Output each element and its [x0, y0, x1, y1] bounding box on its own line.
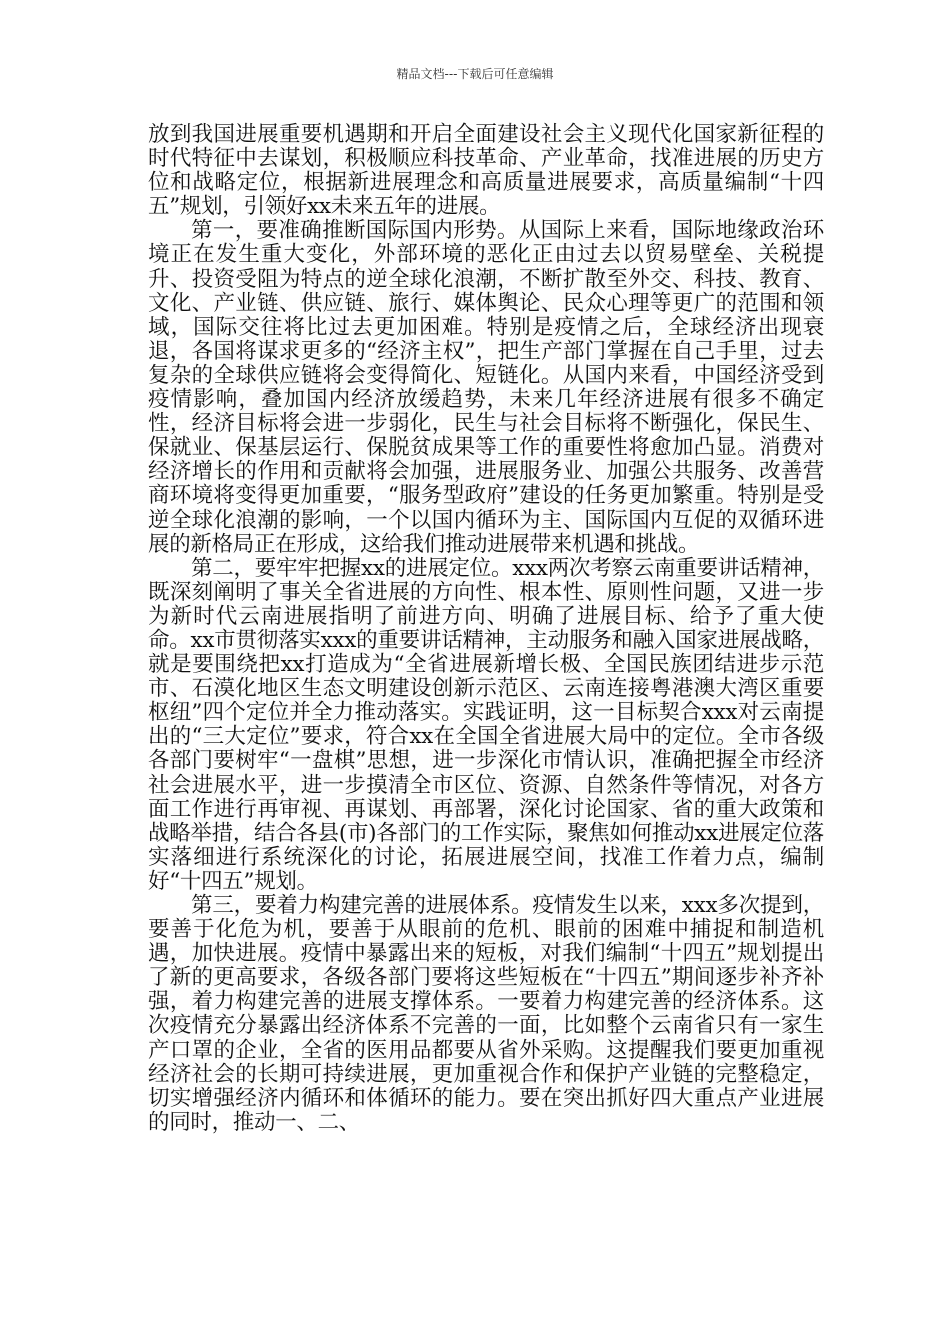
document-body [148, 123, 824, 1135]
paragraph-intro: 放到我国进展重要机遇期和开启全面建设社会主义现代化国家新征程的时代特征中去谋划，积极顺应科技革命、产业革命，找准进展的历史方位和战略定位，根据新进展理念和高质量进展要求，高质量编制“十四五”规划，引领好xx未来五年的进展。 [148, 122, 824, 220]
page-header: 精品文档---下载后可任意编辑 [396, 67, 554, 81]
paragraph-first-point: 第一，要准确推断国际国内形势。从国际上来看，国际地缘政治环境正在发生重大变化，外部环境的恶化正由过去以贸易壁垒、关税提升、投资受阻为特点的逆全球化浪潮，不断扩散至外交、科技、教育、文化、产业链、供应链、旅行、媒体舆论、民众心理等更广的范围和领域，国际交往将比过去更加困难。特别是疫情之后，全球经济出现衰退，各国将谋求更多的“经济主权”，把生产部门掌握在自己手里，过去复杂的全球供应链将会变得简化、短链化。从国内来看，中国经济受到疫情影响，叠加国内经济放缓趋势，未来几年经济进展有很多不确定性，经济目标将会进一步弱化，民生与社会目标将不断强化，保民生、保就业、保基层运行、保脱贫成果等工作的重要性将愈加凸显。消费对经济增长的作用和贡献将会加强，进展服务业、加强公共服务、改善营商环境将变得更加重要，“服务型政府”建设的任务更加繁重。特别是受逆全球化浪潮的影响，一个以国内循环为主、国际国内互促的双循环进展的新格局正在形成，这给我们推动进展带来机遇和挑战。 [148, 218, 824, 557]
paragraph-third-point: 第三，要着力构建完善的进展体系。疫情发生以来，xxx多次提到，要善于化危为机，要善于从眼前的危机、眼前的困难中捕捉和制造机遇，加快进展。疫情中暴露出来的短板，对我们编制“十四五”规划提出了新的更高要求，各级各部门要将这些短板在“十四五”期间逐步补齐补强，着力构建完善的进展支撑体系。一要着力构建完善的经济体系。这次疫情充分暴露出经济体系不完善的一面，比如整个云南省只有一家生产口罩的企业，全省的医用品都要从省外采购。这提醒我们要更加重视经济社会的长期可持续进展，更加重视合作和保护产业链的完整稳定，切实增强经济内循环和体循环的能力。要在突出抓好四大重点产业进展的同时，推动一、二、 [148, 893, 824, 1135]
paragraph-second-point: 第二，要牢牢把握xx的进展定位。xxx两次考察云南重要讲话精神，既深刻阐明了事关全省进展的方向性、根本性、原则性问题，又进一步为新时代云南进展指明了前进方向、明确了进展目标、给予了重大使命。xx市贯彻落实xxx的重要讲话精神，主动服务和融入国家进展战略，就是要围绕把xx打造成为“全省进展新增长极、全国民族团结进步示范市、石漠化地区生态文明建设创新示范区、云南连接粤港澳大湾区重要枢纽”四个定位并全力推动落实。实践证明，这一目标契合xxx对云南提出的“三大定位”要求，符合xx在全国全省进展大局中的定位。全市各级各部门要树牢“一盘棋”思想，进一步深化市情认识，准确把握全市经济社会进展水平，进一步摸清全市区位、资源、自然条件等情况，对各方面工作进行再审视、再谋划、再部署，深化讨论国家、省的重大政策和战略举措，结合各县(市)各部门的工作实际，聚焦如何推动xx进展定位落实落细进行系统深化的讨论，拓展进展空间，找准工作着力点，编制好“十四五”规划。 [148, 555, 824, 894]
